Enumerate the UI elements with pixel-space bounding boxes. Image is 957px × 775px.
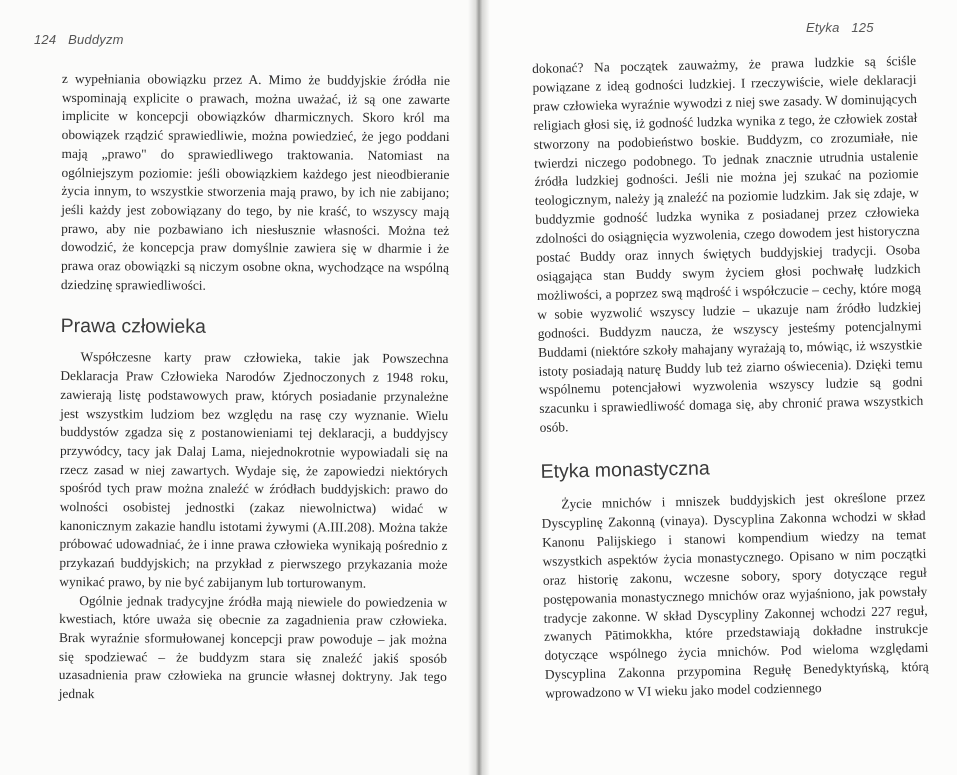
- right-text-column: [532, 52, 929, 704]
- section-title-etyka-monastyczna: Etyka monastyczna: [540, 457, 710, 484]
- section-title-prawa-czlowieka: Prawa człowieka: [60, 315, 206, 339]
- right-paragraph-2: Życie mnichów i mniszek buddyjskich jest określone przez Dyscyplinę Zakonną (vinaya). Dyscyplina Zakonna wchodzi w skład Kanonu Palijskiego i stanowi kompendium wiedzy na temat wszystkich aspektów życia monastycznego. Opisano w nim początki oraz historię zakonu, wczesne sobory, spory dotyczące reguł postępowania monastycznego mnichów oraz wyjaśniono, jak powstały tradycje zakonne. W skład Dyscypliny Zakonnej wchodzi 227 reguł, zwanych Pātimokkha, które przedstawiają dokładne instrukcje dotyczące wspólnego życia mnichów. Pod wieloma względami Dyscyplina Zakonna przypomina Regułę Benedyktyńską, którą wprowadzono w VI wieku jako model codziennego: [541, 488, 929, 702]
- left-running-header: [34, 32, 124, 47]
- left-text-column: [59, 70, 450, 706]
- left-page-number: 124: [34, 32, 57, 47]
- left-page: [0, 0, 478, 775]
- left-paragraph-3: Ogólnie jednak tradycyjne źródła mają niewiele do powiedzenia w kwestiach, które uważa się obecnie za zagadnienia praw człowieka. Brak wyraźnie sformułowanej koncepcji praw powoduje – jak można się spodziewać – że buddyzm stara się znaleźć jakiś sposób uzasadnienia praw człowieka na gruncie własnej doktryny. Jak tego jednak: [58, 592, 448, 702]
- right-page-number: 125: [851, 20, 874, 35]
- left-paragraph-1: z wypełniania obowiązku przez A. Mimo że buddyjskie źródła nie wspominają explicite o prawach, można uważać, iż są one zawarte implicite w koncepcji obowiązków dharmicznych. Skoro król ma obowiązek rządzić sprawiedliwie, można powiedzieć, że jego poddani mają „prawo" do sprawiedliwego traktowania. Natomiast na ogólniejszym poziomie: jeśli obowiązkiem każdego jest nieodbieranie życia innym, to wszystkie stworzenia mają prawo, by ich nie zabijano; jeśli każdy jest zobowiązany do tego, by nie kraść, to wszyscy mają prawo, aby nie pozbawiano ich niesłusznie własności. Można też dowodzić, że koncepcja praw domyślnie zawiera się w dharmie i że prawa oraz obowiązki są niczym osobne okna, wychodzące na wspólną dziedzinę sprawiedliwości.: [60, 70, 450, 293]
- book-gutter: [468, 0, 490, 775]
- right-running-header: [806, 20, 874, 35]
- right-paragraph-1: dokonać? Na początek zauważmy, że prawa ludzkie są ściśle powiązane z ideą godności ludzkiej. I rzeczywiście, wiele deklaracji praw człowieka wyraźnie wywodzi z niej swe zasady. W dominujących religiach głosi się, iż godność ludzka wynika z tego, że człowiek został stworzony na podobieństwo boskie. Buddyzm, co zrozumiałe, nie twierdzi niczego podobnego. To jednak znacznie utrudnia ustalenie źródła ludzkiej godności. Jeśli nie można jej szukać na poziomie teologicznym, należy ją znaleźć na poziomie ludzkim. Jak się zdaje, w buddyzmie godność ludzka wynika z posiadanej przez człowieka zdolności do osiągnięcia wyzwolenia, czego dowodem jest historyczna postać Buddy oraz innych świętych buddyjskiej tradycji. Osoba osiągająca stan Buddy swym życiem głosi pochwałę ludzkich możliwości, a poprzez swą mądrość i współczucie – cechy, które mogą w sobie wyzwolić wszyscy ludzie – ukazuje nam źródło ludzkiej godności. Buddyzm naucza, że wszyscy jesteśmy potencjalnymi Buddami (niektóre szkoły mahajany wyrażają to, mówiąc, iż wszystkie istoty posiadają naturę Buddy lub też ziarno oświecenia). Dzięki temu wspólnemu potencjałowi wyzwolenia wszyscy ludzie są godni szacunku i sprawiedliwość domaga się, aby chronić prawa wszystkich osób.: [532, 52, 924, 436]
- left-paragraph-2: Współczesne karty praw człowieka, takie jak Powszechna Deklaracja Praw Człowieka Narodów Zjednoczonych z 1948 roku, zawierają listę podstawowych praw, których posiadanie przynależne jest wszystkim ludziom bez względu na rasę czy wyznanie. Wielu buddystów zgadza się z postanowieniami tej deklaracji, a buddyjscy przywódcy, tacy jak Dalaj Lama, niejednokrotnie wypowiadali się na rzecz zasad w niej zawartych. Wydaje się, że zapowiedzi niektórych spośród tych praw można znaleźć w źródłach buddyjskich: prawo do wolności osobistej jednostki (zakaz niewolnictwa) widać w kanonicznym zakazie handlu istotami żywymi (A.III.208). Można także próbować udowadniać, że i inne prawa człowieka wynikają pośrednio z przykazań buddyjskich; na przykład z pierwszego przykazania może wynikać prawo, by nie być zabijanym lub torturowanym.: [59, 349, 449, 591]
- right-page: [478, 0, 957, 775]
- right-running-title: Etyka: [806, 20, 840, 35]
- left-running-title: Buddyzm: [68, 32, 124, 47]
